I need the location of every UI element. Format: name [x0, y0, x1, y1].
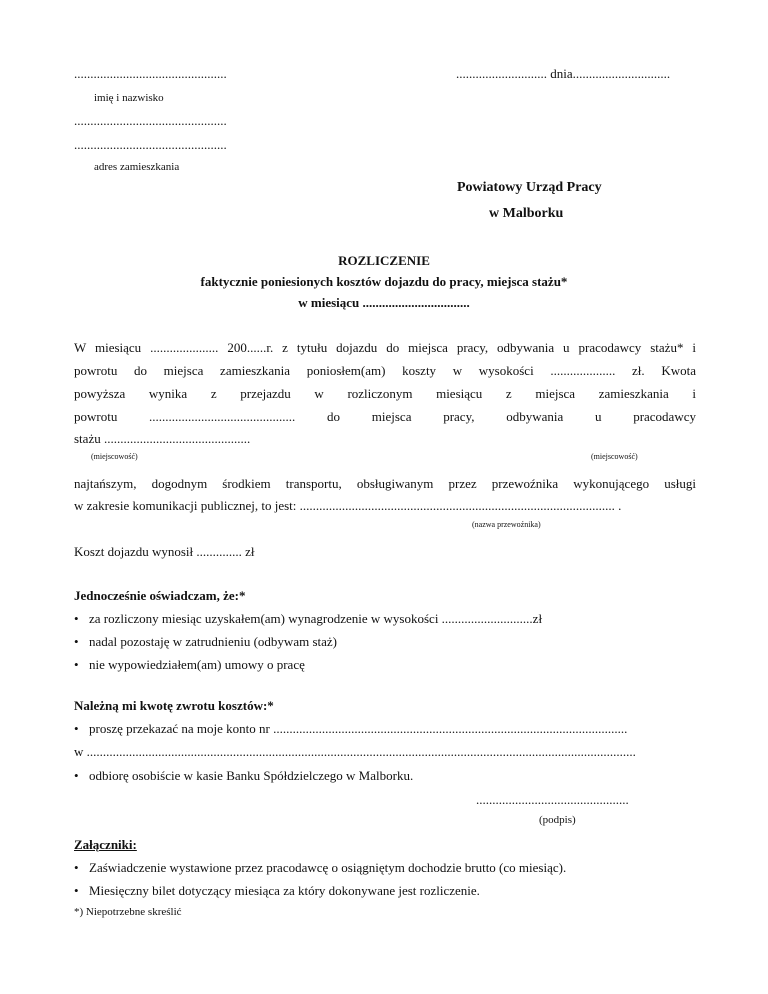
- body-line-2: powrotu do miejsca zamieszkania poniosłem(am) koszty w wysokości .................... zł. Kwota: [74, 363, 696, 378]
- attachment-item-2: • Miesięczny bilet dotyczący miesiąca za który dokonywane jest rozliczenie.: [74, 883, 480, 898]
- bullet-icon: •: [74, 634, 79, 649]
- address-dots-2: ...............................................: [74, 137, 227, 152]
- bullet-icon: •: [74, 860, 79, 875]
- date-line: ............................ dnia..............................: [456, 66, 671, 81]
- refund-heading: Należną mi kwotę zwrotu kosztów:*: [74, 698, 274, 713]
- declaration-heading: Jednocześnie oświadczam, że:*: [74, 588, 246, 603]
- body-line-5: stażu .............................................: [74, 431, 251, 446]
- recipient-city: w Malborku: [489, 206, 564, 221]
- refund-bank-line: w .........................................................................................................................................................................: [74, 744, 636, 759]
- bullet-icon: •: [74, 883, 79, 898]
- declaration-item-2: • nadal pozostaję w zatrudnieniu (odbywam staż): [74, 634, 337, 649]
- document-title: ROZLICZENIE: [338, 253, 430, 268]
- body-line-3: powyższa wynika z przejazdu w rozliczonym miesiącu z miejsca zamieszkania i: [74, 386, 696, 401]
- body-line-6: najtańszym, dogodnym środkiem transportu, obsługiwanym przez przewoźnika wykonującego usługi: [74, 476, 696, 491]
- signature-label: (podpis): [539, 814, 576, 826]
- recipient-office: Powiatowy Urząd Pracy: [457, 180, 602, 195]
- refund-item-cash: • odbiorę osobiście w kasie Banku Spółdzielczego w Malborku.: [74, 768, 414, 783]
- document-subtitle: faktycznie poniesionych kosztów dojazdu do pracy, miejsca stażu*: [200, 274, 568, 289]
- caption-miejscowosc-left: (miejscowość): [91, 452, 138, 461]
- cost-line: Koszt dojazdu wynosił .............. zł: [74, 544, 255, 559]
- name-dots: ...............................................: [74, 66, 227, 81]
- address-dots-1: ...............................................: [74, 113, 227, 128]
- caption-carrier: (nazwa przewoźnika): [472, 520, 541, 529]
- footnote: *) Niepotrzebne skreślić: [74, 906, 182, 918]
- declaration-item-3: • nie wypowiedziałem(am) umowy o pracę: [74, 657, 305, 672]
- bullet-icon: •: [74, 657, 79, 672]
- address-label: adres zamieszkania: [94, 161, 180, 173]
- body-line-7: w zakresie komunikacji publicznej, to jest: ................................................................................................. .: [74, 498, 622, 513]
- bullet-icon: •: [74, 611, 79, 626]
- bullet-icon: •: [74, 721, 79, 736]
- caption-miejscowosc-right: (miejscowość): [591, 452, 638, 461]
- bullet-icon: •: [74, 768, 79, 783]
- body-line-1: W miesiącu ..................... 200......r. z tytułu dojazdu do miejsca pracy, odbywania u pracodawcy stażu* i: [74, 340, 696, 355]
- signature-dots: ...............................................: [476, 792, 629, 807]
- declaration-item-1: • za rozliczony miesiąc uzyskałem(am) wynagrodzenie w wysokości ............................zł: [74, 611, 543, 626]
- refund-item-account: • proszę przekazać na moje konto nr .............................................................................................................: [74, 721, 628, 736]
- attachment-item-1: • Zaświadczenie wystawione przez pracodawcę o osiągniętym dochodzie brutto (co miesiąc).: [74, 860, 567, 875]
- body-line-4: powrotu ............................................. do miejsca pracy, odbywania u pracodawcy: [74, 409, 696, 424]
- name-label: imię i nazwisko: [94, 92, 164, 104]
- document-month-line: w miesiącu .................................: [298, 295, 470, 310]
- attachments-heading: Załączniki:: [74, 837, 137, 852]
